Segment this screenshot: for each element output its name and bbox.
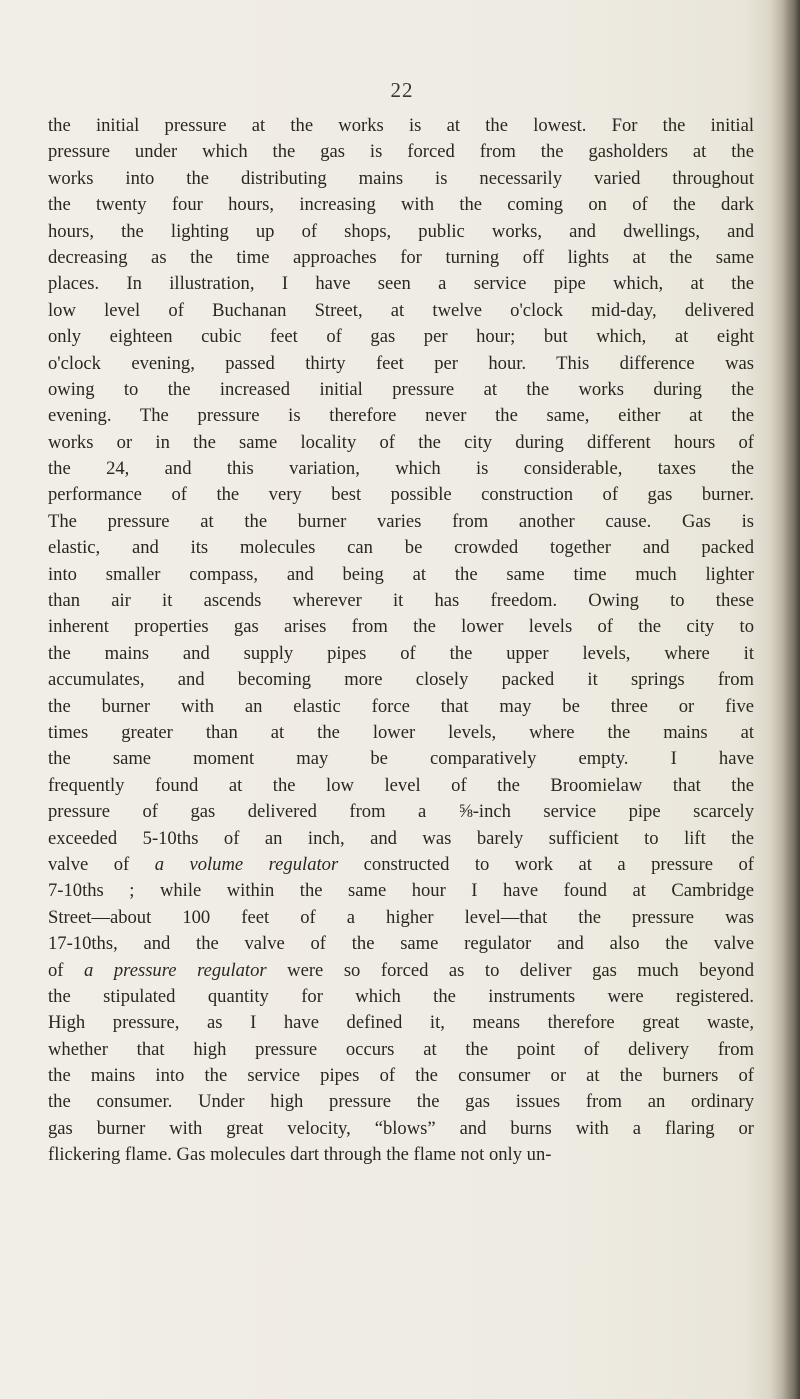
text-line: The pressure at the burner varies from another cause. Gas is	[48, 510, 754, 532]
text-line: the same moment may be comparatively empty. I have	[48, 748, 754, 770]
text-line: 7-10ths ; while within the same hour I have found at Cambridge	[48, 880, 754, 902]
text-line: works into the distributing mains is necessarily varied throughout	[48, 167, 754, 189]
text-line: the stipulated quantity for which the instruments were registered.	[48, 985, 754, 1007]
text-line: exceeded 5-10ths of an inch, and was barely sufficient to lift the	[48, 827, 754, 849]
text-line: the mains and supply pipes of the upper levels, where it	[48, 642, 754, 664]
text-line: frequently found at the low level of the Broomielaw that the	[48, 774, 754, 796]
text-line: the 24, and this variation, which is considerable, taxes the	[48, 458, 754, 480]
page-number: 22	[390, 78, 414, 102]
text-line: o'clock evening, passed thirty feet per hour. This difference was	[48, 352, 754, 374]
text-line: the burner with an elastic force that may be three or five	[48, 695, 754, 717]
text-line: hours, the lighting up of shops, public works, and dwellings, and	[48, 220, 754, 242]
text-line: low level of Buchanan Street, at twelve o'clock mid-day, delivered	[48, 299, 754, 321]
text-line: works or in the same locality of the city during different hours of	[48, 431, 754, 453]
italic-phrase: a volume regulator	[154, 853, 339, 875]
text-line: performance of the very best possible construction of gas burner.	[48, 484, 754, 506]
body-text	[48, 113, 754, 1169]
text-line: evening. The pressure is therefore never the same, either at the	[48, 405, 754, 427]
text-line: flickering flame. Gas molecules dart through the flame not only un-	[48, 1144, 552, 1166]
text-line: gas burner with great velocity, “blows” and burns with a flaring or	[48, 1117, 754, 1139]
text-line: Street—about 100 feet of a higher level—that the pressure was	[48, 906, 754, 928]
text-line: owing to the increased initial pressure at the works during the	[48, 378, 754, 400]
text-line: of a pressure regulator were so forced as to deliver gas much beyond	[48, 959, 755, 981]
text-line: valve of a volume regulator constructed to work at a pressure of	[48, 853, 754, 875]
text-line: times greater than at the lower levels, where the mains at	[48, 721, 754, 743]
text-line: decreasing as the time approaches for turning off lights at the same	[48, 246, 754, 268]
text-line: inherent properties gas arises from the lower levels of the city to	[48, 616, 754, 638]
text-line: only eighteen cubic feet of gas per hour; but which, at eight	[48, 326, 754, 348]
text-line: than air it ascends wherever it has freedom. Owing to these	[48, 590, 754, 612]
text-line: High pressure, as I have defined it, means therefore great waste,	[48, 1012, 754, 1034]
text-line: the twenty four hours, increasing with the coming on of the dark	[48, 194, 754, 216]
text-line: accumulates, and becoming more closely packed it springs from	[48, 669, 754, 691]
text-line: elastic, and its molecules can be crowded together and packed	[48, 537, 754, 559]
text-line: 17-10ths, and the valve of the same regulator and also the valve	[48, 933, 754, 955]
page-gutter-shadow	[770, 0, 800, 1399]
text-line: the mains into the service pipes of the consumer or at the burners of	[48, 1065, 754, 1087]
text-line: pressure under which the gas is forced from the gasholders at the	[48, 141, 754, 163]
text-line: pressure of gas delivered from a ⅝-inch service pipe scarcely	[48, 801, 754, 823]
text-line: places. In illustration, I have seen a service pipe which, at the	[48, 273, 754, 295]
text-line: the initial pressure at the works is at the lowest. For the initial	[48, 115, 754, 136]
italic-phrase: a pressure regulator	[84, 959, 267, 981]
text-line: whether that high pressure occurs at the point of delivery from	[48, 1038, 754, 1060]
text-line: the consumer. Under high pressure the gas issues from an ordinary	[48, 1091, 754, 1113]
text-line: into smaller compass, and being at the same time much lighter	[48, 563, 754, 585]
